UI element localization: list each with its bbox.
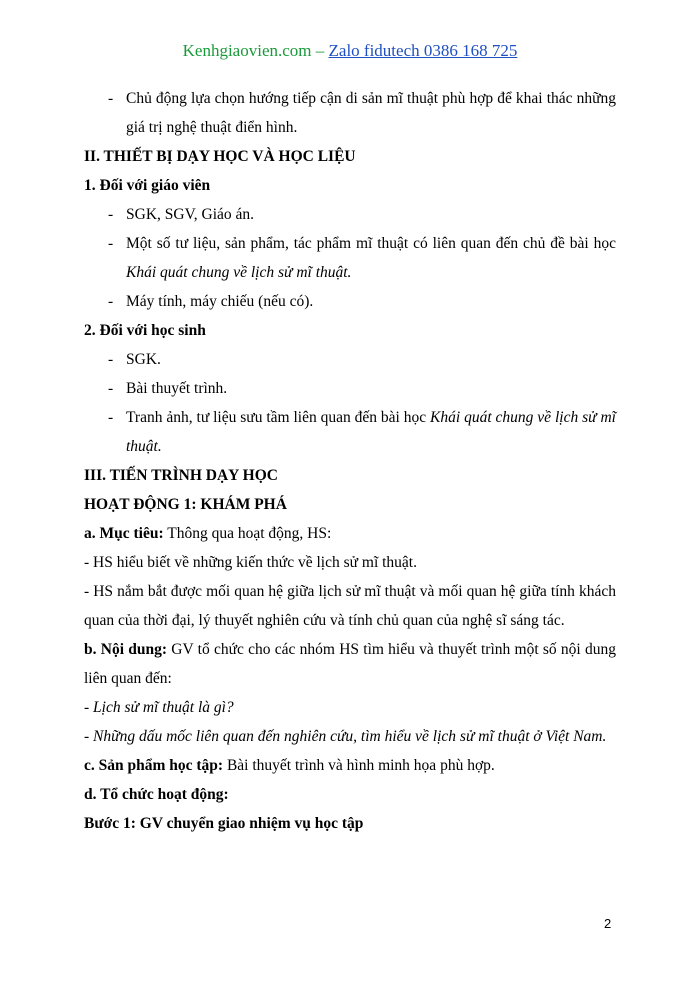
bullet-pictures <box>84 403 616 461</box>
header-site-link[interactable]: Kenhgiaovien.com <box>182 41 312 60</box>
document-body <box>84 84 616 838</box>
content-item-1 <box>84 693 616 722</box>
content-paragraph <box>84 635 616 693</box>
bullet-pictures-title: Khái quát chung về lịch sử mĩ thuật. <box>126 409 616 455</box>
objective-item-2: - HS nắm bắt được mối quan hệ giữa lịch sử mĩ thuật và mối quan hệ giữa tính khách quan của thời đại, lý thuyết nghiên cứu và tính chủ quan của nghệ sĩ sáng tác. <box>84 583 616 629</box>
bullet-textbooks: - SGK, SGV, Giáo án. <box>84 200 616 229</box>
bullet-computer: - Máy tính, máy chiếu (nếu có). <box>84 287 616 316</box>
bullet-materials <box>84 229 616 287</box>
header-zalo-link[interactable]: Zalo fidutech 0386 168 725 <box>328 41 518 60</box>
product-label: c. Sản phẩm học tập: <box>84 757 224 774</box>
content-text: GV tổ chức cho các nhóm HS tìm hiểu và thuyết trình một số nội dung liên quan đến: <box>84 641 616 687</box>
objective-item-1: - HS hiểu biết về những kiến thức về lịch sử mĩ thuật. <box>84 554 417 571</box>
objective-label: a. Mục tiêu: <box>84 525 164 542</box>
section-heading-process: III. TIẾN TRÌNH DẠY HỌC <box>84 467 278 484</box>
content-item-1-text: - Lịch sử mĩ thuật là gì? <box>84 699 234 716</box>
bullet-materials-title: Khái quát chung về lịch sử mĩ thuật. <box>126 264 352 281</box>
header-separator: – <box>311 41 329 60</box>
page-header <box>0 41 700 61</box>
page-number: 2 <box>604 916 612 931</box>
bullet-sgk: - SGK. <box>84 345 616 374</box>
product-text: Bài thuyết trình và hình minh họa phù hợp. <box>223 757 495 774</box>
organization-label: d. Tổ chức hoạt động: <box>84 786 229 803</box>
bullet-materials-text: Một số tư liệu, sản phẩm, tác phẩm mĩ thuật có liên quan đến chủ đề bài học <box>126 235 616 252</box>
subheading-student: 2. Đối với học sinh <box>84 322 206 339</box>
content-item-2-text: - Những dấu mốc liên quan đến nghiên cứu, tìm hiểu về lịch sử mĩ thuật ở Việt Nam. <box>84 728 607 745</box>
section-heading-equipment: II. THIẾT BỊ DẠY HỌC VÀ HỌC LIỆU <box>84 148 356 165</box>
content-label: b. Nội dung: <box>84 641 168 658</box>
bullet-approach: - Chủ động lựa chọn hướng tiếp cận di sản mĩ thuật phù hợp để khai thác những giá trị nghệ thuật điển hình. <box>84 84 616 142</box>
activity-heading: HOẠT ĐỘNG 1: KHÁM PHÁ <box>84 496 287 513</box>
content-item-2 <box>84 722 616 751</box>
step-1-heading: Bước 1: GV chuyển giao nhiệm vụ học tập <box>84 815 364 832</box>
product-paragraph <box>84 751 616 780</box>
bullet-presentation: - Bài thuyết trình. <box>84 374 616 403</box>
subheading-teacher: 1. Đối với giáo viên <box>84 177 211 194</box>
bullet-pictures-text: Tranh ảnh, tư liệu sưu tầm liên quan đến bài học <box>126 409 431 426</box>
objective-text: Thông qua hoạt động, HS: <box>163 525 332 542</box>
objective-paragraph <box>84 519 616 548</box>
